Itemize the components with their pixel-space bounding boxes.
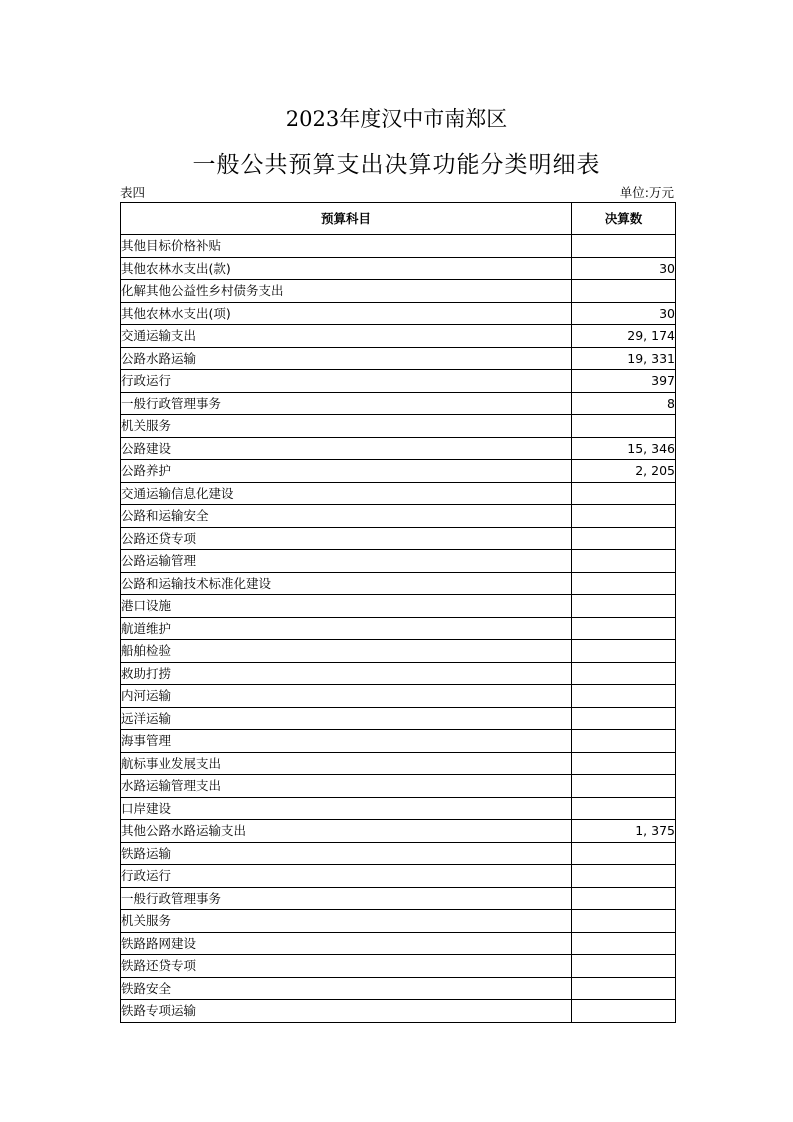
- row-item-name: 交通运输支出: [121, 325, 572, 348]
- row-item-name: 行政运行: [121, 370, 572, 393]
- table-row: [121, 617, 676, 640]
- table-row: [121, 730, 676, 753]
- row-amount: [572, 280, 676, 303]
- row-item-name: 远洋运输: [121, 707, 572, 730]
- row-amount: [572, 617, 676, 640]
- table-row: [121, 820, 676, 843]
- table-row: [121, 257, 676, 280]
- row-item-name: 其他目标价格补贴: [121, 235, 572, 258]
- row-amount: [572, 572, 676, 595]
- row-amount: [572, 685, 676, 708]
- table-row: [121, 460, 676, 483]
- table-row: [121, 572, 676, 595]
- unit-label: 单位:万元: [619, 185, 674, 200]
- row-amount: [572, 842, 676, 865]
- table-label: 表四: [120, 185, 146, 200]
- row-item-name: 一般行政管理事务: [121, 887, 572, 910]
- row-item-name: 铁路专项运输: [121, 1000, 572, 1023]
- row-item-name: 航道维护: [121, 617, 572, 640]
- row-item-name: 公路建设: [121, 437, 572, 460]
- row-amount: [572, 415, 676, 438]
- row-item-name: 化解其他公益性乡村债务支出: [121, 280, 572, 303]
- row-amount: [572, 977, 676, 1000]
- row-item-name: 水路运输管理支出: [121, 775, 572, 798]
- table-row: [121, 797, 676, 820]
- row-amount: [572, 640, 676, 663]
- table-row: [121, 910, 676, 933]
- table-row: [121, 482, 676, 505]
- table-header-row: [121, 203, 676, 235]
- row-item-name: 公路和运输技术标准化建设: [121, 572, 572, 595]
- row-amount: [572, 662, 676, 685]
- row-amount: 8: [572, 392, 676, 415]
- row-item-name: 海事管理: [121, 730, 572, 753]
- row-item-name: 航标事业发展支出: [121, 752, 572, 775]
- row-amount: [572, 235, 676, 258]
- row-item-name: 救助打捞: [121, 662, 572, 685]
- row-amount: [572, 505, 676, 528]
- table-row: [121, 595, 676, 618]
- row-amount: [572, 1000, 676, 1023]
- row-amount: [572, 482, 676, 505]
- table-row: [121, 370, 676, 393]
- row-item-name: 公路水路运输: [121, 347, 572, 370]
- table-row: [121, 550, 676, 573]
- row-amount: [572, 955, 676, 978]
- row-item-name: 船舶检验: [121, 640, 572, 663]
- table-row: [121, 707, 676, 730]
- table-row: [121, 977, 676, 1000]
- row-amount: [572, 775, 676, 798]
- row-amount: [572, 550, 676, 573]
- table-row: [121, 662, 676, 685]
- row-item-name: 公路运输管理: [121, 550, 572, 573]
- table-row: [121, 325, 676, 348]
- row-item-name: 内河运输: [121, 685, 572, 708]
- table-row: [121, 302, 676, 325]
- row-item-name: 交通运输信息化建设: [121, 482, 572, 505]
- table-row: [121, 932, 676, 955]
- row-item-name: 公路和运输安全: [121, 505, 572, 528]
- row-amount: 30: [572, 257, 676, 280]
- row-amount: 1, 375: [572, 820, 676, 843]
- row-amount: 19, 331: [572, 347, 676, 370]
- row-amount: [572, 730, 676, 753]
- table-row: [121, 505, 676, 528]
- row-amount: [572, 752, 676, 775]
- row-item-name: 港口设施: [121, 595, 572, 618]
- header-amount: 决算数: [572, 203, 676, 235]
- row-amount: [572, 797, 676, 820]
- table-row: [121, 437, 676, 460]
- row-item-name: 机关服务: [121, 415, 572, 438]
- table-row: [121, 392, 676, 415]
- table-row: [121, 752, 676, 775]
- header-item: 预算科目: [121, 203, 572, 235]
- row-item-name: 其他农林水支出(款): [121, 257, 572, 280]
- row-item-name: 一般行政管理事务: [121, 392, 572, 415]
- row-amount: 15, 346: [572, 437, 676, 460]
- row-amount: [572, 527, 676, 550]
- table-row: [121, 235, 676, 258]
- row-amount: [572, 595, 676, 618]
- table-row: [121, 280, 676, 303]
- row-amount: [572, 707, 676, 730]
- row-amount: [572, 932, 676, 955]
- row-item-name: 机关服务: [121, 910, 572, 933]
- report-title-line2: 一般公共预算支出决算功能分类明细表: [192, 152, 601, 178]
- row-amount: [572, 910, 676, 933]
- table-row: [121, 775, 676, 798]
- budget-table: [120, 202, 676, 1023]
- table-row: [121, 865, 676, 888]
- table-row: [121, 640, 676, 663]
- row-amount: 30: [572, 302, 676, 325]
- table-row: [121, 1000, 676, 1023]
- table-body: [121, 235, 676, 1023]
- row-item-name: 公路还贷专项: [121, 527, 572, 550]
- table-row: [121, 887, 676, 910]
- table-row: [121, 527, 676, 550]
- row-item-name: 行政运行: [121, 865, 572, 888]
- row-item-name: 铁路路网建设: [121, 932, 572, 955]
- table-row: [121, 842, 676, 865]
- row-item-name: 铁路安全: [121, 977, 572, 1000]
- row-item-name: 其他公路水路运输支出: [121, 820, 572, 843]
- table-row: [121, 955, 676, 978]
- row-item-name: 其他农林水支出(项): [121, 302, 572, 325]
- row-amount: 397: [572, 370, 676, 393]
- row-amount: [572, 887, 676, 910]
- row-amount: 29, 174: [572, 325, 676, 348]
- table-row: [121, 347, 676, 370]
- row-item-name: 铁路还贷专项: [121, 955, 572, 978]
- row-amount: 2, 205: [572, 460, 676, 483]
- table-row: [121, 415, 676, 438]
- report-title-line1: 2023年度汉中市南郑区: [285, 107, 508, 131]
- row-item-name: 铁路运输: [121, 842, 572, 865]
- row-amount: [572, 865, 676, 888]
- row-item-name: 公路养护: [121, 460, 572, 483]
- table-row: [121, 685, 676, 708]
- row-item-name: 口岸建设: [121, 797, 572, 820]
